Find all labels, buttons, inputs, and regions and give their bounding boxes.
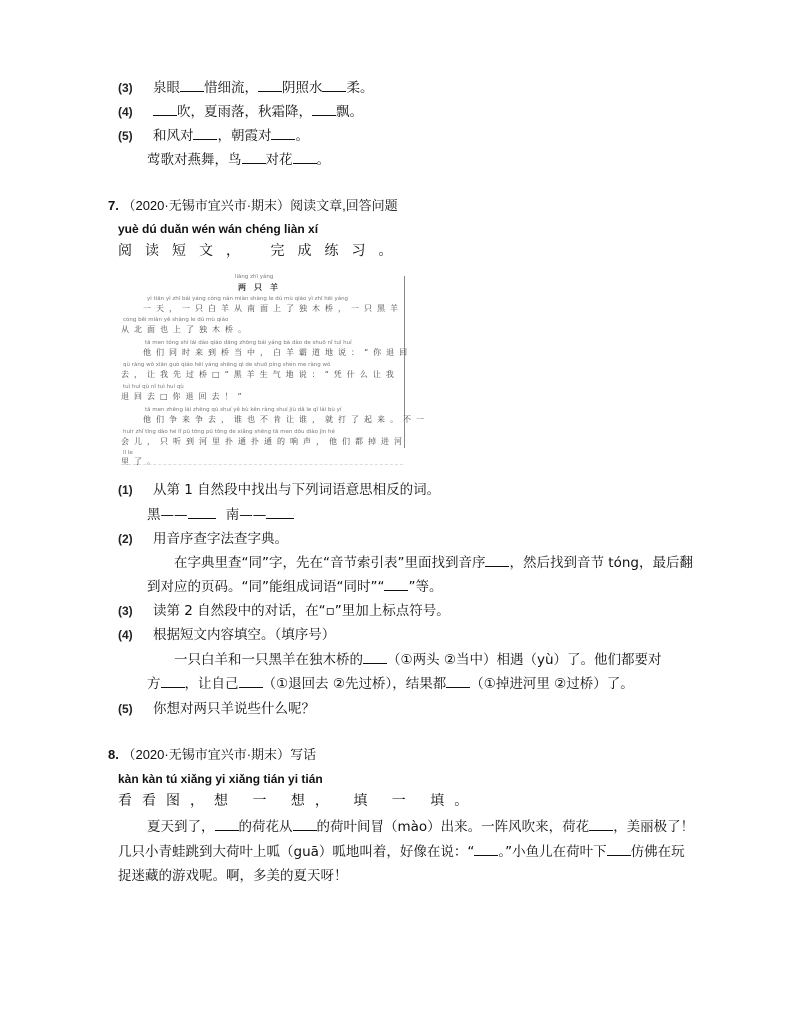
answer-blank[interactable] [363, 651, 387, 664]
q7-question-2: (2) 用音序查字法查字典。 [118, 531, 288, 547]
q8-paragraph-line-1: 夏天到了， 的荷花从 的荷叶间冒（mào）出来。一阵风吹来，荷花 ，美丽极了！ [147, 819, 695, 835]
answer-blank[interactable] [293, 151, 317, 164]
answer-blank[interactable] [293, 818, 317, 831]
q7-header [108, 196, 398, 216]
answer-blank[interactable] [266, 506, 294, 519]
q6-item-5: (5) 和风对 ，朝霞对 。 [118, 128, 309, 144]
answer-blank[interactable] [589, 818, 613, 831]
answer-blank[interactable] [188, 506, 216, 519]
q6-item-5-line2: 莺歌对燕舞，鸟 对花 。 [147, 152, 330, 168]
q8-title: 写话 [290, 747, 317, 762]
answer-blank[interactable] [258, 79, 282, 92]
answer-blank[interactable] [193, 127, 217, 140]
answer-blank[interactable] [180, 79, 204, 92]
q8-instruction: 看看图，想 一 想， 填 一 填。 [118, 793, 479, 809]
q7-title: 阅读文章,回答问题 [290, 198, 398, 213]
story-image: liǎng zhī yáng 两只羊 yì tiān yì zhī bái yáng cóng nán miàn shàng le dú mù qiáo yì zhī hēi yáng 一天，一只白羊从南面上了独木桥，一只黑羊 cóng běi miàn yě shàng le dú mù qiáo 从北面也上了独木桥。 tā men tóng shí lái dào qiáo dāng zhōng bái yáng bà dào de shuō nǐ tuì huí 他们同时来到桥当中，白羊霸道地说：“你退回 qù ràng wǒ xiān guò qiáo hēi yáng shēng qì de shuō píng shén me ràng wǒ 去，让我先过桥□“黑羊生气地说：“凭什么让我 tuì huí qù nǐ tuì huí qù 退回去□你退回去！” tā men zhēng lái zhēng qù shuí yě bù kěn ràng shuí jiù dǎ le qǐ lái bù yí 他们争来争去，谁也不肯让谁，就打了起来。不一 huìr zhǐ tīng dào hé lǐ pū tōng pū tōng de xiǎng shēng tā men dōu diào jìn hé 会儿，只听到河里扑通扑通的响声，他们都掉进河 lǐ le 里了。 [113, 270, 405, 470]
answer-blank[interactable] [384, 578, 408, 591]
answer-blank[interactable] [153, 103, 177, 116]
answer-blank[interactable] [446, 675, 470, 688]
q7-question-1: (1) 从第 1 自然段中找出与下列词语意思相反的词。 [118, 482, 441, 498]
answer-blank[interactable] [607, 843, 631, 856]
q7-question-1-answers: 黑—— 南—— [147, 505, 294, 525]
story-title: 两只羊 [238, 282, 286, 292]
q8-source: （2020·无锡市宜兴市·期末） [122, 747, 291, 762]
q6-item-4: (4) 吹，夏雨落，秋霜降， 飘。 [118, 104, 363, 120]
q7-number: 7. [108, 198, 119, 213]
answer-blank[interactable] [271, 127, 295, 140]
q8-paragraph-line-2: 几只小青蛙跳到大荷叶上呱（guā）呱地叫着，好像在说：“ 。”小鱼儿在荷叶下 仿佛在玩 [118, 844, 685, 860]
q7-question-2-body-2: 到对应的页码。“同”能组成词语“同时”“ ”等。 [147, 579, 443, 595]
answer-blank[interactable] [485, 554, 509, 567]
q7-question-4: (4) 根据短文内容填空。（填序号） [118, 627, 336, 643]
q7-instruction: 阅读短文， 完成练习。 [118, 243, 406, 259]
q7-question-4-body-2: 方 ，让自己 （①退回去 ②先过桥），结果都 （①掉进河里 ②过桥）了。 [147, 676, 634, 692]
q6-item-3: (3) 泉眼 惜细流， 阴照水 柔。 [118, 80, 374, 96]
q8-instruction-pinyin: kàn kàn tú xiǎng yi xiǎng tián yi tián [118, 772, 323, 786]
answer-blank[interactable] [215, 818, 239, 831]
q7-question-2-body-1: 在字典里查“同”字，先在“音节索引表”里面找到音序 ，然后找到音节 tóng，最后翻 [174, 555, 693, 571]
answer-blank[interactable] [322, 79, 346, 92]
answer-blank[interactable] [312, 103, 336, 116]
q8-number: 8. [108, 747, 119, 762]
answer-blank[interactable] [239, 675, 263, 688]
q8-header [108, 745, 316, 765]
answer-blank[interactable] [161, 675, 185, 688]
q7-question-4-body-1: 一只白羊和一只黑羊在独木桥的 （①两头 ②当中）相遇（yù）了。他们都要对 [174, 652, 662, 668]
q8-paragraph-line-3: 捉迷藏的游戏呢。啊，多美的夏天呀！ [118, 868, 348, 884]
answer-blank[interactable] [242, 151, 266, 164]
q7-source: （2020·无锡市宜兴市·期末） [122, 198, 291, 213]
q7-instruction-pinyin: yuè dú duǎn wén wán chéng liàn xí [118, 222, 319, 236]
q7-question-3: (3) 读第 2 自然段中的对话，在“▫”里加上标点符号。 [118, 603, 450, 619]
q7-question-5: (5) 你想对两只羊说些什么呢？ [118, 701, 315, 717]
answer-blank[interactable] [474, 843, 498, 856]
